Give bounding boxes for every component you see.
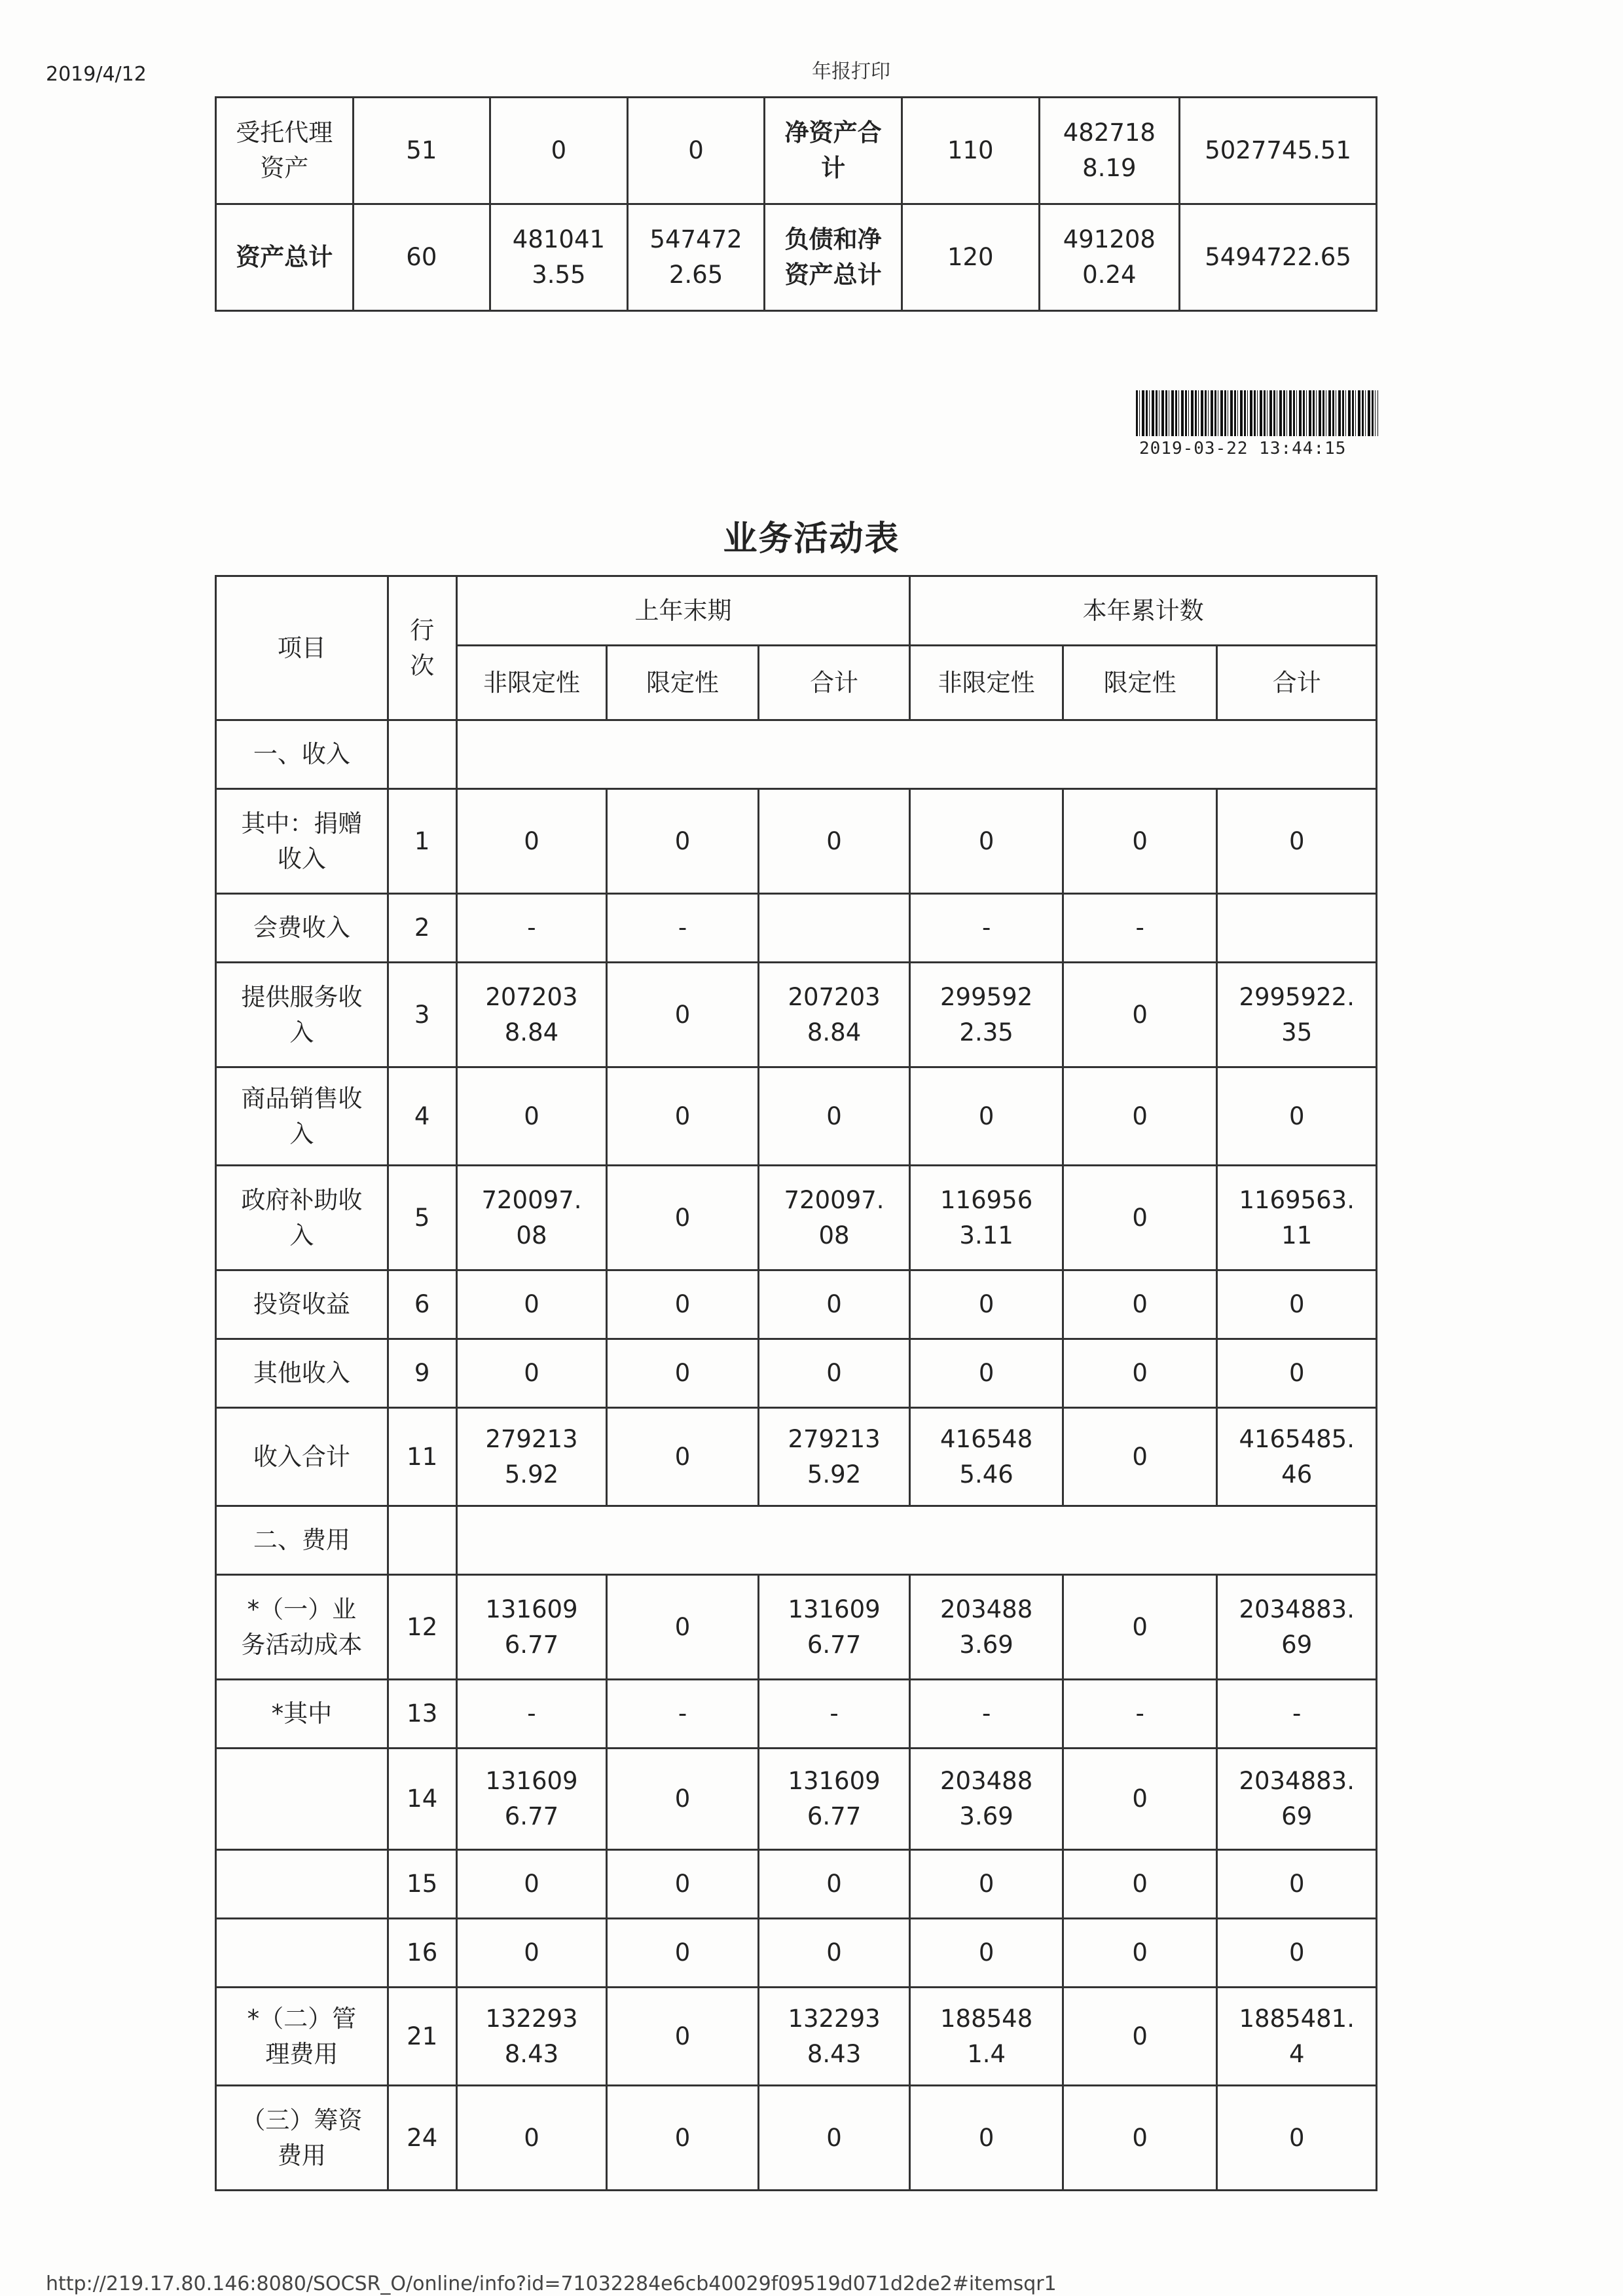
value-cell: 1169563.11 <box>1217 1166 1377 1270</box>
header-total: 合计 <box>758 646 910 720</box>
row-line-number: 1 <box>388 789 456 894</box>
row-label: 负债和净资产总计 <box>765 204 902 311</box>
section-blank-cell <box>456 720 1376 789</box>
section-row <box>216 720 1377 789</box>
value-cell: - <box>607 1680 759 1749</box>
barcode-timestamp: 2019-03-22 13:44:15 <box>1139 439 1347 458</box>
table-row <box>216 1919 1377 1988</box>
row-item-label: 投资收益 <box>216 1270 388 1339</box>
value-cell: 0 <box>607 2086 759 2191</box>
value-cell: 0 <box>910 789 1063 894</box>
header-unrestricted: 非限定性 <box>456 646 607 720</box>
value-cell: 2072038.84 <box>456 963 607 1067</box>
value-cell: 0 <box>456 1339 607 1408</box>
row-label: 资产总计 <box>216 204 354 311</box>
header-line: 行次 <box>388 576 456 720</box>
value-cell: 0 <box>607 1919 759 1988</box>
value-cell: 0 <box>1063 1339 1217 1408</box>
value-cell <box>1217 894 1377 963</box>
value-cell: 2034883.69 <box>1217 1749 1377 1850</box>
row-item-label: 会费收入 <box>216 894 388 963</box>
row-line-number: 2 <box>388 894 456 963</box>
value-cell: 0 <box>758 1339 910 1408</box>
value-cell: 0 <box>456 1270 607 1339</box>
section-row <box>216 1506 1377 1575</box>
value-cell: 0 <box>910 1339 1063 1408</box>
value-cell: 4827188.19 <box>1039 98 1180 204</box>
value-cell: - <box>1063 1680 1217 1749</box>
value-cell: - <box>456 894 607 963</box>
value-cell: - <box>1063 894 1217 963</box>
line-number: 51 <box>353 98 490 204</box>
row-line-number: 16 <box>388 1919 456 1988</box>
value-cell: 5494722.65 <box>1180 204 1377 311</box>
value-cell: 0 <box>1063 789 1217 894</box>
page-title: 业务活动表 <box>723 519 900 559</box>
value-cell: 0 <box>607 1575 759 1680</box>
value-cell: 1316096.77 <box>456 1575 607 1680</box>
activity-table-body <box>216 720 1377 2191</box>
row-item-label: *（一）业务活动成本 <box>216 1575 388 1680</box>
value-cell: 0 <box>910 2086 1063 2191</box>
row-line-number: 14 <box>388 1749 456 1850</box>
row-item-label <box>216 1749 388 1850</box>
value-cell: 4810413.55 <box>490 204 628 311</box>
header-prev-period: 上年末期 <box>456 576 910 646</box>
header-total: 合计 <box>1217 646 1377 720</box>
table-row <box>216 1339 1377 1408</box>
value-cell: 720097.08 <box>456 1166 607 1270</box>
value-cell: 0 <box>1063 1919 1217 1988</box>
value-cell: 0 <box>758 1850 910 1919</box>
value-cell: - <box>607 894 759 963</box>
value-cell: 2792135.92 <box>456 1408 607 1506</box>
value-cell: 1316096.77 <box>758 1575 910 1680</box>
value-cell: 0 <box>1217 1919 1377 1988</box>
value-cell: 1322938.43 <box>758 1988 910 2086</box>
header-current-period: 本年累计数 <box>910 576 1377 646</box>
value-cell: 0 <box>758 1919 910 1988</box>
row-item-label: （三）筹资费用 <box>216 2086 388 2191</box>
row-line-number: 11 <box>388 1408 456 1506</box>
value-cell: 0 <box>1217 1850 1377 1919</box>
value-cell: 2034883.69 <box>910 1749 1063 1850</box>
value-cell: - <box>1217 1680 1377 1749</box>
header-item: 项目 <box>216 576 388 720</box>
table-row <box>216 98 1377 204</box>
row-item-label: 一、收入 <box>216 720 388 789</box>
header-restricted: 限定性 <box>607 646 759 720</box>
table-row <box>216 1166 1377 1270</box>
row-item-label: 其中：捐赠收入 <box>216 789 388 894</box>
row-line-number: 21 <box>388 1988 456 2086</box>
value-cell: - <box>910 894 1063 963</box>
row-item-label: 二、费用 <box>216 1506 388 1575</box>
value-cell: 4912080.24 <box>1039 204 1180 311</box>
table-row <box>216 1749 1377 1850</box>
value-cell: 2995922.35 <box>910 963 1063 1067</box>
value-cell: 2995922.35 <box>1217 963 1377 1067</box>
value-cell: 0 <box>456 789 607 894</box>
value-cell: 0 <box>1217 1067 1377 1166</box>
table-row <box>216 1988 1377 2086</box>
value-cell: - <box>910 1680 1063 1749</box>
value-cell: 0 <box>456 1919 607 1988</box>
value-cell: 720097.08 <box>758 1166 910 1270</box>
value-cell: 0 <box>1063 2086 1217 2191</box>
value-cell: 0 <box>910 1270 1063 1339</box>
value-cell: 1885481.4 <box>910 1988 1063 2086</box>
value-cell: 0 <box>607 1270 759 1339</box>
value-cell: 0 <box>758 1270 910 1339</box>
value-cell: 1885481.4 <box>1217 1988 1377 2086</box>
value-cell: 0 <box>607 1339 759 1408</box>
value-cell: 2034883.69 <box>1217 1575 1377 1680</box>
row-item-label: 商品销售收入 <box>216 1067 388 1166</box>
value-cell: 2072038.84 <box>758 963 910 1067</box>
line-number: 60 <box>353 204 490 311</box>
table-row <box>216 894 1377 963</box>
row-line-number <box>388 1506 456 1575</box>
value-cell: 1322938.43 <box>456 1988 607 2086</box>
value-cell: 0 <box>607 1749 759 1850</box>
print-header-title: 年报打印 <box>812 60 890 83</box>
row-line-number: 3 <box>388 963 456 1067</box>
value-cell: 0 <box>607 1166 759 1270</box>
table-row <box>216 1850 1377 1919</box>
value-cell: 0 <box>910 1919 1063 1988</box>
table-row <box>216 204 1377 311</box>
value-cell: 0 <box>758 1067 910 1166</box>
balance-sheet-table <box>215 96 1377 312</box>
value-cell: 0 <box>456 2086 607 2191</box>
row-line-number: 4 <box>388 1067 456 1166</box>
value-cell: 2792135.92 <box>758 1408 910 1506</box>
row-line-number: 5 <box>388 1166 456 1270</box>
value-cell: 0 <box>1063 1270 1217 1339</box>
value-cell: 0 <box>607 789 759 894</box>
table-row <box>216 1408 1377 1506</box>
value-cell: 0 <box>1063 1067 1217 1166</box>
row-item-label <box>216 1850 388 1919</box>
value-cell: 0 <box>1063 1988 1217 2086</box>
footer-url: http://219.17.80.146:8080/SOCSR_O/online/info?id=71032284e6cb40029f09519d071d2de2#itemsqr1 <box>46 2272 1057 2295</box>
section-blank-cell <box>456 1506 1376 1575</box>
value-cell: 0 <box>456 1067 607 1166</box>
row-line-number: 15 <box>388 1850 456 1919</box>
print-date: 2019/4/12 <box>46 63 147 86</box>
value-cell: 0 <box>607 963 759 1067</box>
line-number: 120 <box>902 204 1039 311</box>
row-item-label: *其中 <box>216 1680 388 1749</box>
value-cell: 1316096.77 <box>456 1749 607 1850</box>
row-label: 净资产合计 <box>765 98 902 204</box>
value-cell: 0 <box>1063 1408 1217 1506</box>
value-cell: 0 <box>910 1850 1063 1919</box>
value-cell: 0 <box>1063 1850 1217 1919</box>
table-row <box>216 963 1377 1067</box>
row-item-label: *（二）管理费用 <box>216 1988 388 2086</box>
value-cell: 0 <box>1217 1270 1377 1339</box>
value-cell: 0 <box>1063 963 1217 1067</box>
value-cell <box>758 894 910 963</box>
value-cell: 0 <box>758 789 910 894</box>
value-cell: - <box>456 1680 607 1749</box>
value-cell: 0 <box>490 98 628 204</box>
value-cell: 4165485.46 <box>1217 1408 1377 1506</box>
table-row <box>216 2086 1377 2191</box>
table-row <box>216 789 1377 894</box>
value-cell: 0 <box>607 1988 759 2086</box>
activity-table <box>215 575 1377 2191</box>
value-cell: 0 <box>607 1067 759 1166</box>
row-item-label: 提供服务收入 <box>216 963 388 1067</box>
row-item-label: 其他收入 <box>216 1339 388 1408</box>
row-line-number: 12 <box>388 1575 456 1680</box>
value-cell: 1169563.11 <box>910 1166 1063 1270</box>
row-line-number: 6 <box>388 1270 456 1339</box>
value-cell: 0 <box>607 1850 759 1919</box>
row-line-number: 13 <box>388 1680 456 1749</box>
value-cell: 0 <box>456 1850 607 1919</box>
barcode-image <box>1136 390 1378 436</box>
row-item-label: 收入合计 <box>216 1408 388 1506</box>
row-line-number: 9 <box>388 1339 456 1408</box>
value-cell: 0 <box>627 98 765 204</box>
row-line-number <box>388 720 456 789</box>
value-cell: 0 <box>1217 2086 1377 2191</box>
value-cell: 5474722.65 <box>627 204 765 311</box>
value-cell: 4165485.46 <box>910 1408 1063 1506</box>
value-cell: 0 <box>910 1067 1063 1166</box>
value-cell: 1316096.77 <box>758 1749 910 1850</box>
header-restricted: 限定性 <box>1063 646 1217 720</box>
value-cell: 5027745.51 <box>1180 98 1377 204</box>
value-cell: 0 <box>1217 789 1377 894</box>
value-cell: 0 <box>1217 1339 1377 1408</box>
value-cell: 0 <box>758 2086 910 2191</box>
row-label: 受托代理资产 <box>216 98 354 204</box>
line-number: 110 <box>902 98 1039 204</box>
table-row <box>216 1067 1377 1166</box>
row-item-label: 政府补助收入 <box>216 1166 388 1270</box>
table-row <box>216 1575 1377 1680</box>
row-item-label <box>216 1919 388 1988</box>
table-row <box>216 1680 1377 1749</box>
header-unrestricted: 非限定性 <box>910 646 1063 720</box>
value-cell: 0 <box>1063 1749 1217 1850</box>
row-line-number: 24 <box>388 2086 456 2191</box>
value-cell: - <box>758 1680 910 1749</box>
table-row <box>216 1270 1377 1339</box>
value-cell: 0 <box>1063 1166 1217 1270</box>
value-cell: 0 <box>607 1408 759 1506</box>
value-cell: 2034883.69 <box>910 1575 1063 1680</box>
value-cell: 0 <box>1063 1575 1217 1680</box>
